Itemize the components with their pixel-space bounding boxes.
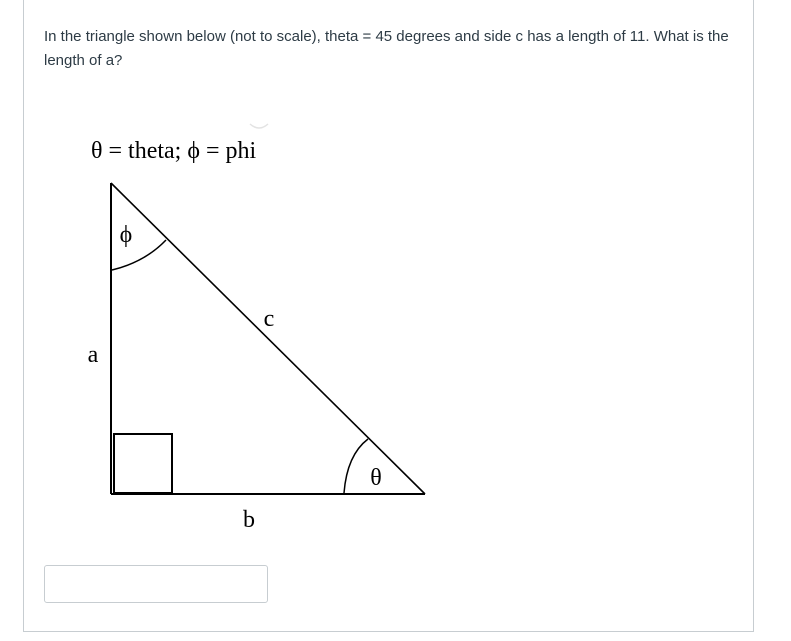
answer-input[interactable] <box>44 565 268 603</box>
image-artifact <box>250 124 268 128</box>
phi-label: ϕ <box>119 222 133 248</box>
theta-label: θ <box>370 465 382 491</box>
theta-angle-arc <box>344 439 368 493</box>
side-b-label: b <box>243 507 255 533</box>
side-c-label: c <box>263 306 275 332</box>
right-angle-marker <box>114 434 172 493</box>
question-text: In the triangle shown below (not to scale), theta = 45 degrees and side c has a length of 11. What is the length of a? <box>44 28 729 69</box>
figure-legend: θ = theta; ϕ = phi <box>91 138 257 164</box>
side-a-label: a <box>87 342 99 368</box>
side-c-line <box>111 183 425 494</box>
